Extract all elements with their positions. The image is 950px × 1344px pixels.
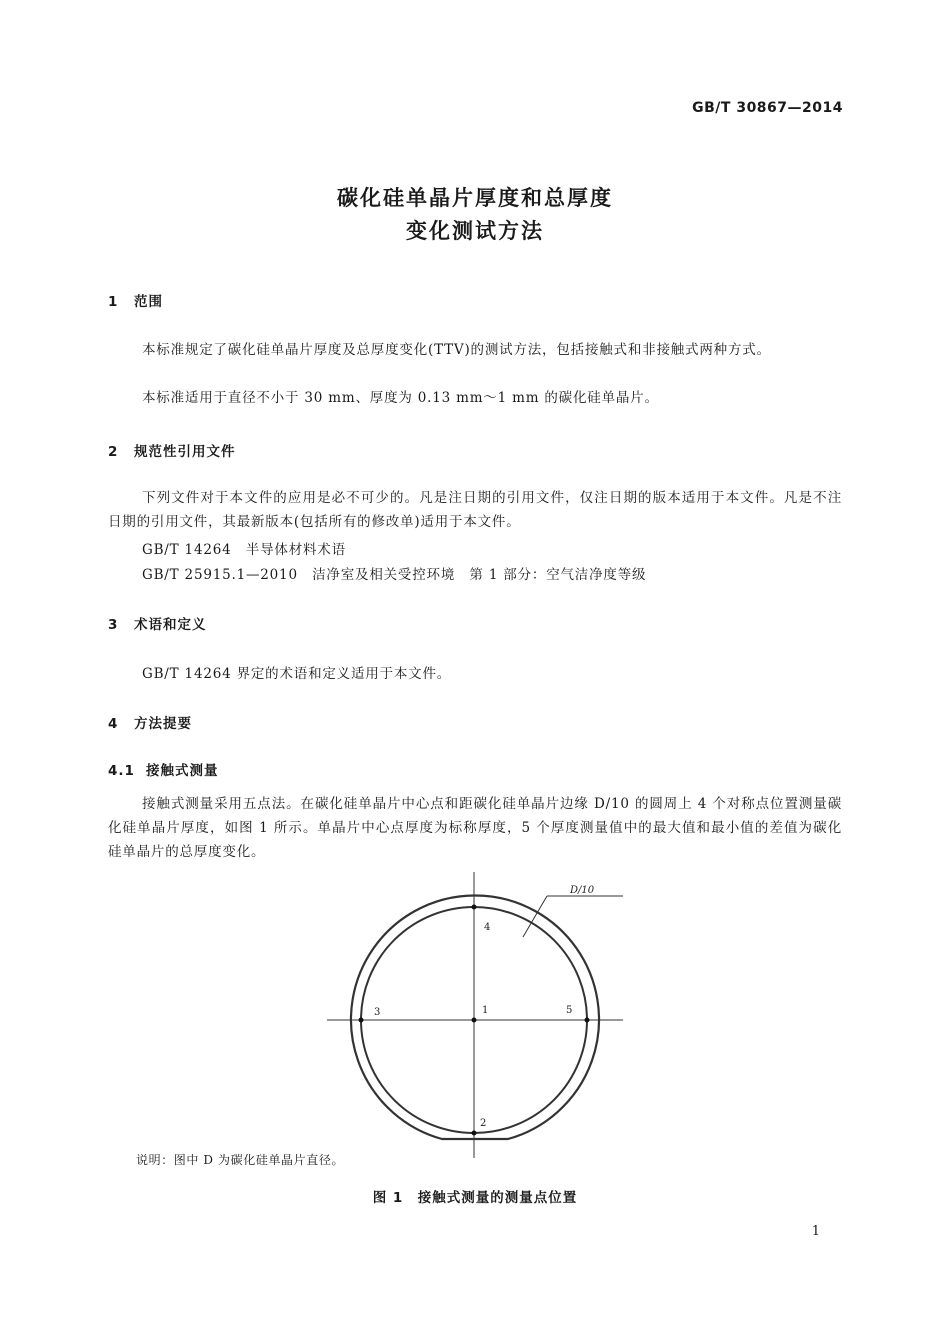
point-3-label: 3 — [374, 1007, 381, 1018]
reference-1: GB/T 14264 半导体材料术语 — [142, 542, 346, 558]
section-2-paragraph-1: 下列文件对于本文件的应用是必不可少的。凡是注日期的引用文件，仅注日期的版本适用于本文件。凡是不注日期的引用文件，其最新版本(包括所有的修改单)适用于本文件。 — [108, 490, 842, 530]
section-1-paragraph-1: 本标准规定了碳化硅单晶片厚度及总厚度变化(TTV)的测试方法，包括接触式和非接触式两种方式。 — [142, 342, 771, 358]
section-4-1-number: 4.1 — [108, 763, 135, 779]
standard-number: GB/T 30867—2014 — [692, 100, 843, 116]
page-number: 1 — [811, 1224, 820, 1239]
point-1-dot — [472, 1018, 477, 1023]
section-4-1-paragraph-1: 接触式测量采用五点法。在碳化硅单晶片中心点和距碳化硅单晶片边缘 D/10 的圆周上 4 个对称点位置测量碳化硅单晶片厚度，如图 1 所示。单晶片中心点厚度为标称厚度，5 个厚度测量值中的最大值和最小值的差值为碳化硅单晶片的总厚度变化。 — [108, 796, 842, 860]
section-4-title: 方法提要 — [134, 716, 192, 732]
section-4-1-title: 接触式测量 — [146, 763, 219, 779]
point-2-dot — [472, 1131, 477, 1136]
document-title-line2: 变化测试方法 — [406, 219, 544, 243]
point-2-label: 2 — [480, 1118, 487, 1129]
point-5-dot — [585, 1018, 590, 1023]
section-1-title: 范围 — [134, 294, 163, 310]
section-1-number: 1 — [108, 294, 119, 310]
section-2-number: 2 — [108, 444, 119, 460]
point-3-dot — [359, 1018, 364, 1023]
section-4-number: 4 — [108, 716, 119, 732]
section-1-paragraph-2: 本标准适用于直径不小于 30 mm、厚度为 0.13 mm～1 mm 的碳化硅单晶片。 — [142, 390, 659, 406]
point-1-label: 1 — [482, 1005, 489, 1016]
reference-2: GB/T 25915.1—2010 洁净室及相关受控环境 第 1 部分：空气洁净度等级 — [142, 567, 647, 583]
section-3-title: 术语和定义 — [134, 617, 207, 633]
point-5-label: 5 — [566, 1005, 573, 1016]
figure-caption: 图 1 接触式测量的测量点位置 — [372, 1190, 578, 1206]
point-4-label: 4 — [484, 922, 491, 933]
point-4-dot — [472, 905, 477, 910]
document-title-line1: 碳化硅单晶片厚度和总厚度 — [337, 186, 613, 210]
wafer-outline — [351, 895, 599, 1139]
section-3-number: 3 — [108, 617, 119, 633]
d10-label: D/10 — [570, 885, 595, 896]
figure-note: 说明：图中 D 为碳化硅单晶片直径。 — [136, 1153, 345, 1167]
section-3-paragraph-1: GB/T 14264 界定的术语和定义适用于本文件。 — [142, 666, 452, 682]
section-2-title: 规范性引用文件 — [134, 444, 236, 460]
